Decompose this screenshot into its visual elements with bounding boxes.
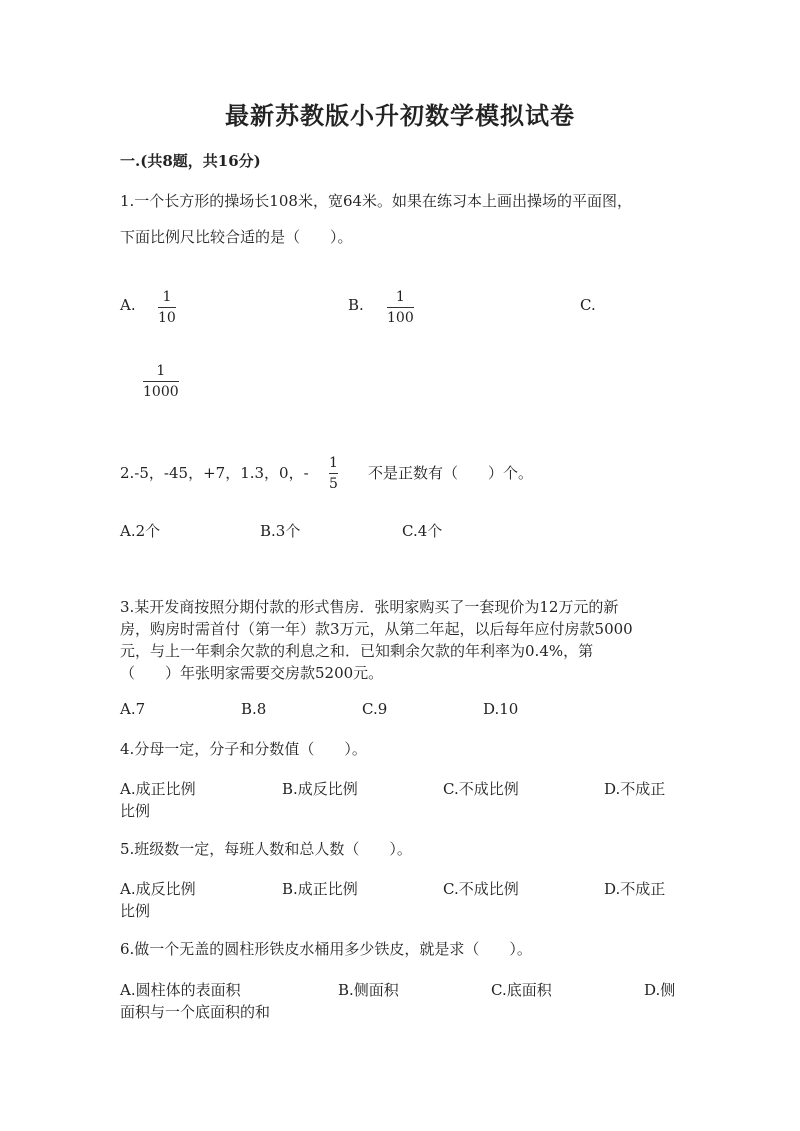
- q4-option-b: B.成反比例: [282, 780, 358, 798]
- fraction-numerator: 1: [156, 363, 166, 379]
- q3-option-d: D.10: [483, 700, 519, 718]
- q3-option-b: B.8: [241, 700, 267, 718]
- q6-option-d: D.侧: [644, 981, 676, 999]
- q4-option-c: C.不成比例: [443, 780, 519, 798]
- question-6-text: 6.做一个无盖的圆柱形铁皮水桶用多少铁皮，就是求（ ）。: [120, 940, 532, 958]
- fraction-bar: [143, 381, 179, 382]
- fraction-denominator: 10: [158, 310, 176, 326]
- q5-option-b: B.成正比例: [282, 880, 358, 898]
- question-3-line-4: （ ）年张明家需要交房款5200元。: [120, 664, 384, 682]
- fraction-numerator: 1: [395, 289, 405, 305]
- question-3-line-3: 元，与上一年剩余欠款的利息之和．已知剩余欠款的年利率为0.4%，第: [120, 642, 594, 660]
- fraction-numerator: 1: [329, 455, 338, 471]
- fraction-bar: [158, 307, 176, 308]
- question-5-text: 5.班级数一定，每班人数和总人数（ ）。: [120, 840, 412, 858]
- q1-option-a-label: A.: [120, 296, 136, 314]
- q4-option-a: A.成正比例: [120, 780, 196, 798]
- q6-option-d-wrap: 面积与一个底面积的和: [120, 1003, 271, 1021]
- page-title: 最新苏教版小升初数学模拟试卷: [225, 101, 575, 130]
- section-heading: 一.(共8题，共16分): [120, 152, 261, 170]
- question-1-line-1: 1.一个长方形的操场长108米，宽64米。如果在练习本上画出操场的平面图，: [120, 192, 633, 210]
- q1-option-b-label: B.: [348, 296, 364, 314]
- fraction-numerator: 1: [162, 289, 172, 305]
- q5-option-c: C.不成比例: [443, 880, 519, 898]
- q4-option-d: D.不成正: [604, 780, 666, 798]
- question-2-prefix: 2.-5，-45，+7，1.3，0，-: [120, 464, 309, 482]
- fraction-bar: [387, 307, 414, 308]
- question-4-text: 4.分母一定，分子和分数值（ ）。: [120, 740, 367, 758]
- q5-option-d-wrap: 比例: [120, 902, 151, 920]
- fraction-denominator: 100: [387, 310, 414, 326]
- q5-option-a: A.成反比例: [120, 880, 196, 898]
- q1-option-a-fraction: [158, 289, 176, 326]
- question-2-suffix: 不是正数有（ ）个。: [368, 464, 534, 482]
- question-1-line-2: 下面比例尺比较合适的是（ ）。: [120, 228, 353, 246]
- q1-option-c-fraction: [143, 363, 179, 400]
- q3-option-a: A.7: [120, 700, 146, 718]
- fraction-bar: [329, 473, 338, 474]
- fraction-denominator: 5: [329, 476, 338, 492]
- q5-option-d: D.不成正: [604, 880, 666, 898]
- q6-option-b: B.侧面积: [338, 981, 399, 999]
- q2-option-c: C.4个: [402, 522, 443, 540]
- q6-option-c: C.底面积: [491, 981, 552, 999]
- q4-option-d-wrap: 比例: [120, 802, 151, 820]
- q1-option-c-label: C.: [580, 296, 596, 314]
- q2-fraction: [329, 455, 338, 492]
- q6-option-a: A.圆柱体的表面积: [120, 981, 241, 999]
- q2-option-b: B.3个: [260, 522, 301, 540]
- q1-option-b-fraction: [387, 289, 414, 326]
- q3-option-c: C.9: [362, 700, 388, 718]
- fraction-denominator: 1000: [143, 384, 179, 400]
- question-3-line-2: 房，购房时需首付（第一年）款3万元，从第二年起，以后每年应付房款5000: [120, 620, 633, 638]
- q2-option-a: A.2个: [120, 522, 161, 540]
- question-3-line-1: 3.某开发商按照分期付款的形式售房．张明家购买了一套现价为12万元的新: [120, 598, 619, 616]
